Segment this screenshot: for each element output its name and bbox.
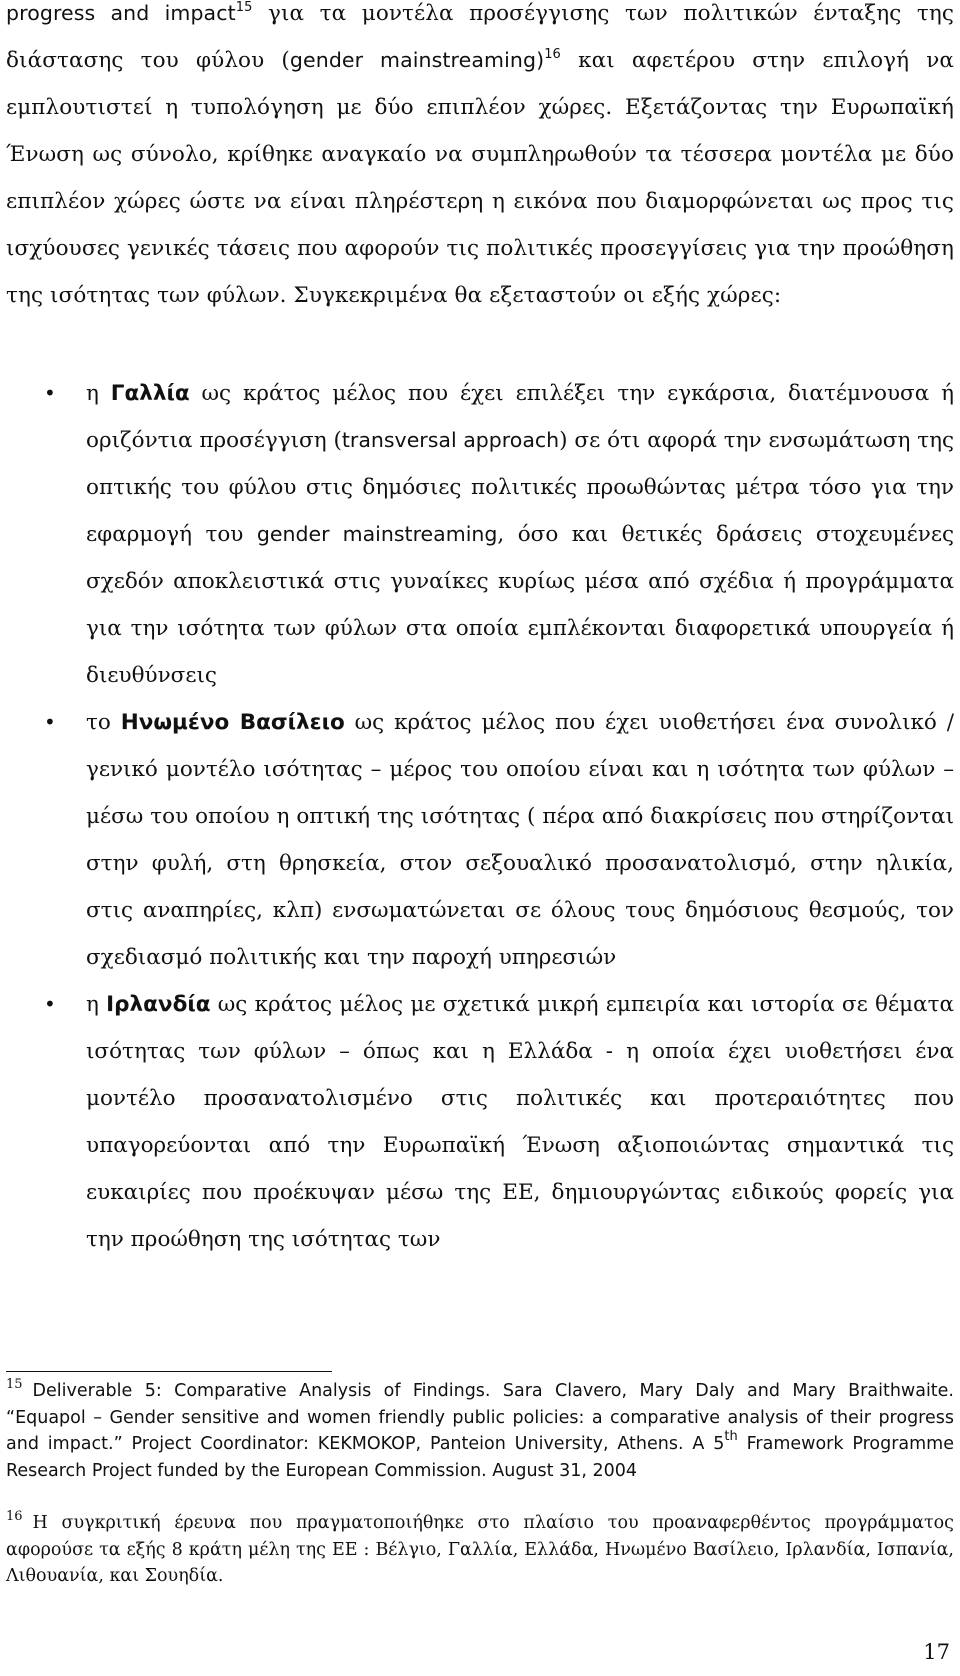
footnote-text: Deliverable 5: Comparative Analysis of Findings. Sara Clavero, Mary Daly and Mary Braithwaite. “Equapol – Gender sensitive and women friendly public policies: a comparative analysis of their progress and impact.” Project Coordinator: KEKMOKOP, Panteion University, Athens. A 5 [6,1381,954,1454]
country-bullet-list [0,370,960,1263]
footnote-ref-15[interactable]: 15 [235,0,253,15]
bullet-text: το [86,710,121,735]
bullet-icon: • [44,710,56,734]
bullet-text: , όσο και θετικές δράσεις στοχευμένες σχεδόν αποκλειστικά στις γυναίκες κυρίως μέσα από σχέδια ή προγράμματα για την ισότητα των φύλων στα οποία εμπλέκονται διαφορετικά υπουργεία ή διευθύνσεις [86,522,955,688]
footnote-ref-16[interactable]: 16 [544,47,561,62]
bullet-text: ως κράτος μέλος με σχετικά μικρή εμπειρία και ιστορία σε θέματα ισότητας των φύλων – όπως και η Ελλάδα - η οποία έχει υιοθετήσει ένα μοντέλο προσανατολισμένο στις πολιτικές και προτεραιότητες που υπαγορεύονται από την Ευρωπαϊκή Ένωση αξιοποιώντας σημαντικά τις ευκαιρίες που προέκυψαν μέσω της ΕΕ, δημιουργώντας ειδικούς φορείς για την προώθηση της ισότητας των [86,992,954,1252]
bullet-icon: • [44,992,56,1016]
english-term: gender mainstreaming [256,522,498,546]
bullet-icon: • [44,381,56,405]
footnote-separator [6,1371,332,1372]
list-item [0,699,954,981]
footnote-15 [6,1378,954,1484]
list-item [0,981,954,1263]
footnote-text: Framework Programme Research Project funded by the European Commission. August 31, 2004 [6,1434,954,1481]
country-name: Γαλλία [110,381,190,406]
body-paragraph [6,0,954,319]
country-name: Ιρλανδία [106,992,211,1017]
bullet-text: ) σε ότι αφορά την ενσωμάτωση της οπτικής του φύλου στις δημόσιες πολιτικές προωθώντας μέτρα τόσο για την εφαρμογή του [86,428,955,547]
bullet-text: ως κράτος μέλος που έχει επιλέξει την εγκάρσια, διατέμνουσα ή οριζόντια προσέγγιση ( [86,381,954,453]
list-item [0,370,954,699]
bullet-text: η [86,381,111,406]
country-name: Ηνωμένο Βασίλειο [120,710,345,735]
english-term: progress and impact [6,1,236,25]
bullet-text: η [86,992,107,1017]
english-term: gender mainstreaming) [289,48,545,72]
ordinal-suffix: th [724,1429,738,1444]
paragraph-text: και αφετέρου στην επιλογή να εμπλουτιστεί η τυπολόγηση με δύο επιπλέον χώρες. Εξετάζοντας την Ευρωπαϊκή Ένωση ως σύνολο, κρίθηκε αναγκαίο να συμπληρωθούν τα τέσσερα μοντέλα με δύο επιπλέον χώρες ώστε να είναι πληρέστερη η εικόνα που διαμορφώνεται ως προς τις ισχύουσες γενικές τάσεις που αφορούν τις πολιτικές προσεγγίσεις για την προώθηση της ισότητας των φύλων. Συγκεκριμένα θα εξεταστούν οι εξής χώρες: [6,48,955,308]
footnote-text: Η συγκριτική έρευνα που πραγματοποιήθηκε στο πλαίσιο του προαναφερθέντος προγράμματος αφορούσε τα εξής 8 κράτη μέλη της ΕΕ : Βέλγιο, Γαλλία, Ελλάδα, Ηνωμένο Βασίλειο, Ιρλανδία, Ισπανία, Λιθουανία, και Σουηδία. [6,1513,954,1586]
footnote-16 [6,1510,954,1590]
footnote-mark: 15 [6,1377,23,1392]
bullet-text: ως κράτος μέλος που έχει υιοθετήσει ένα συνολικό / γενικό μοντέλο ισότητας – μέρος του οποίου είναι και η ισότητα των φύλων – μέσω του οποίου η οπτική της ισότητας ( πέρα από διακρίσεις που στηρίζονται στην φυλή, στη θρησκεία, στον σεξουαλικό προσανατολισμό, στην ηλικία, στις αναπηρίες, κλπ) ενσωματώνεται σε όλους τους δημόσιους θεσμούς, τον σχεδιασμό πολιτικής και την παροχή υπηρεσιών [86,710,954,970]
paragraph-text: για τα μοντέλα προσέγγισης των πολιτικών ένταξης της διάστασης του φύλου ( [6,1,954,73]
english-term: transversal approach [341,428,560,452]
footnote-mark: 16 [6,1509,23,1524]
page-number: 17 [923,1640,950,1664]
